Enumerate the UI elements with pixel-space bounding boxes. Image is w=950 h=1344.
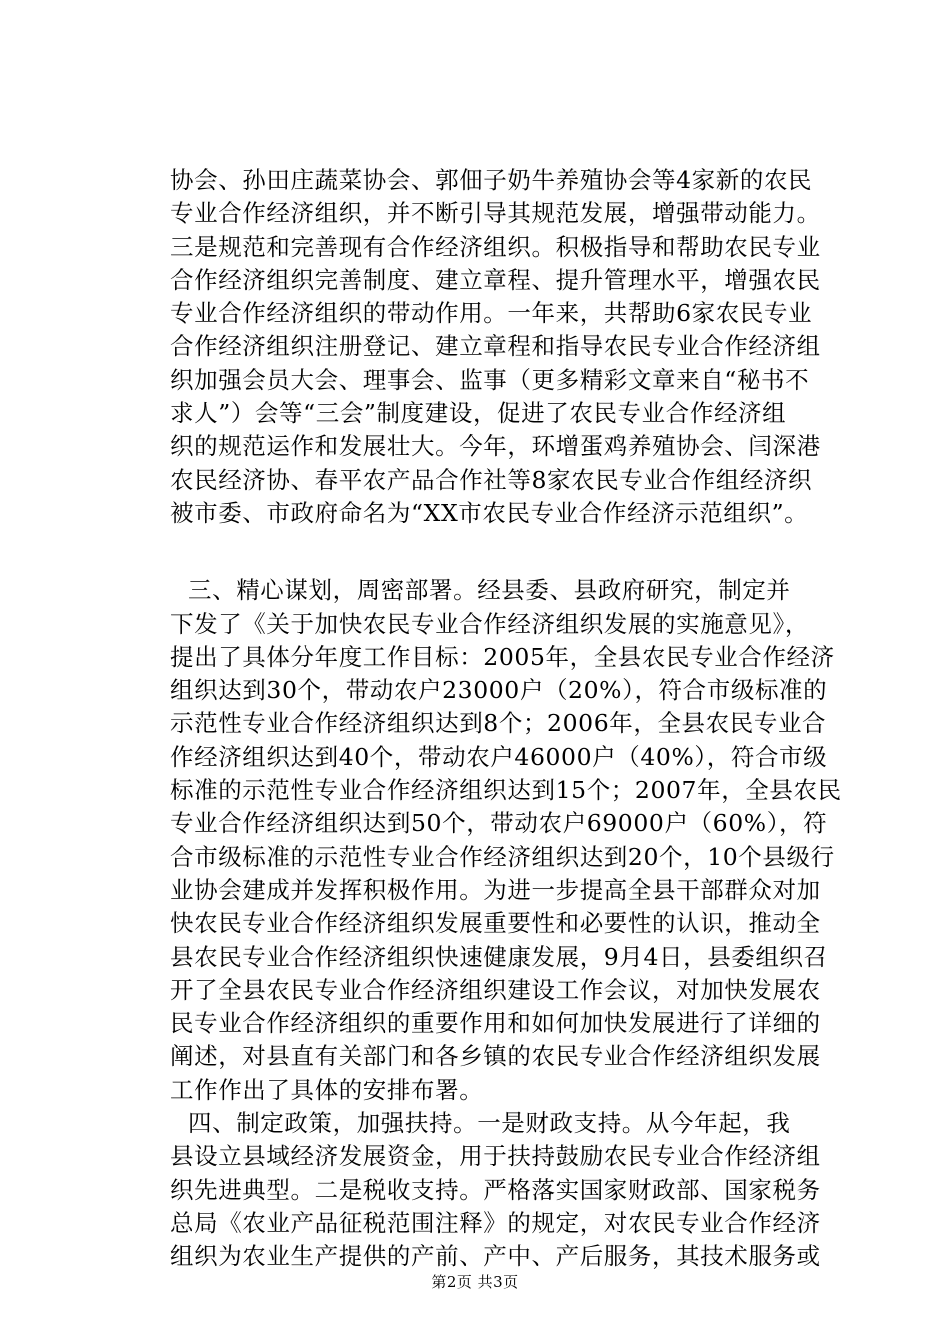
paragraph-cooperative-standardization	[170, 164, 850, 530]
text-line: 织的规范运作和发展壮大。今年，环增蛋鸡养殖协会、闫深港	[170, 432, 821, 461]
text-line: 专业合作经济组织达到50个，带动农户69000户（60%），符	[170, 809, 828, 838]
text-line: 织加强会员大会、理事会、监事（更多精彩文章来自“秘书不	[170, 365, 810, 394]
page-number-footer: 第2页 共3页	[431, 1273, 519, 1291]
paragraph-policy-support	[170, 1107, 850, 1273]
text-line: 组织为农业生产提供的产前、产中、产后服务，其技术服务或	[170, 1242, 821, 1271]
text-line: 开了全县农民专业合作经济组织建设工作会议，对加快发展农	[170, 975, 821, 1004]
text-line: 协会、孙田庄蔬菜协会、郭佃子奶牛养殖协会等4家新的农民	[170, 166, 813, 194]
text-line: 织先进典型。二是税收支持。严格落实国家财政部、国家税务	[170, 1175, 821, 1204]
document-body	[170, 164, 850, 1274]
text-line: 农民经济协、春平农产品合作社等8家农民专业合作组经济织	[170, 465, 813, 494]
text-line: 总局《农业产品征税范围注释》的规定，对农民专业合作经济	[170, 1208, 821, 1237]
text-line: 求人”）会等“三会”制度建设，促进了农民专业合作经济组	[170, 399, 787, 428]
text-line: 提出了具体分年度工作目标：2005年，全县农民专业合作经济	[170, 642, 835, 671]
text-line: 县设立县域经济发展资金，用于扶持鼓励农民专业合作经济组	[170, 1142, 821, 1171]
text-line: 阐述，对县直有关部门和各乡镇的农民专业合作经济组织发展	[170, 1042, 821, 1071]
text-line: 下发了《关于加快农民专业合作经济组织发展的实施意见》，	[170, 609, 809, 638]
text-line: 县农民专业合作经济组织快速健康发展，9月4日，县委组织召	[170, 942, 828, 971]
text-line: 民专业合作经济组织的重要作用和如何加快发展进行了详细的	[170, 1009, 821, 1038]
text-line: 标准的示范性专业合作经济组织达到15个；2007年，全县农民	[170, 776, 842, 805]
text-line: 快农民专业合作经济组织发展重要性和必要性的认识，推动全	[170, 909, 821, 938]
text-line: 合作经济组织完善制度、建立章程、提升管理水平，增强农民	[170, 265, 821, 294]
text-line: 合市级标准的示范性专业合作经济组织达到20个，10个县级行	[170, 842, 835, 871]
text-line: 作经济组织达到40个，带动农户46000户（40%），符合市级	[170, 742, 828, 771]
text-line: 四、制定政策，加强扶持。一是财政支持。从今年起，我	[188, 1109, 791, 1138]
paragraph-planning-deployment	[170, 574, 850, 1107]
text-line: 三、精心谋划，周密部署。经县委、县政府研究，制定并	[188, 576, 791, 605]
text-line: 合作经济组织注册登记、建立章程和指导农民专业合作经济组	[170, 332, 821, 361]
text-line: 业协会建成并发挥积极作用。为进一步提高全县干部群众对加	[170, 875, 821, 904]
text-line: 示范性专业合作经济组织达到8个；2006年，全县农民专业合	[170, 709, 827, 738]
text-line: 专业合作经济组织的带动作用。一年来，共帮助6家农民专业	[170, 299, 813, 328]
text-line: 工作作出了具体的安排布署。	[170, 1075, 484, 1104]
text-line: 组织达到30个，带动农户23000户（20%），符合市级标准的	[170, 676, 828, 705]
text-line: 被市委、市政府命名为“XX市农民专业合作经济示范组织”。	[170, 498, 809, 527]
text-line: 专业合作经济组织，并不断引导其规范发展，增强带动能力。	[170, 199, 821, 228]
text-line: 三是规范和完善现有合作经济组织。积极指导和帮助农民专业	[170, 232, 821, 261]
paragraph-spacer	[170, 530, 850, 574]
